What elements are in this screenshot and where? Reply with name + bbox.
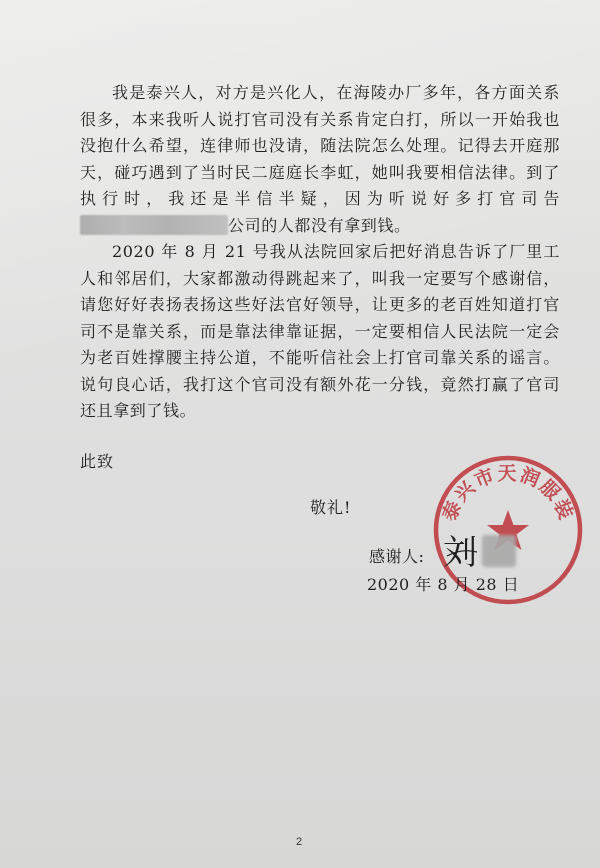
seal-text: 泰兴市天润服装 [438, 462, 578, 525]
paragraph-1 [80, 80, 560, 239]
signer-label: 感谢人: [369, 547, 425, 566]
letter-body [80, 80, 560, 425]
paragraph-2: 2020 年 8 月 21 号我从法院回家后把好消息告诉了厂里工人和邻居们，大家都激动得跳起来了，叫我一定要写个感谢信，请您好好表扬表扬这些好法官好领导，让更多的老百姓知道打官司不是靠关系，而是靠法律靠证据，一定要相信人民法院一定会为老百姓撑腰主持公道，不能听信社会上打官司靠关系的谣言。说句良心话，我打这个官司没有额外花一分钱，竟然打赢了官司还且拿到了钱。 [80, 242, 560, 420]
regards: 敬礼! [310, 498, 352, 517]
letter-date: 2020 年 8 月 28 日 [367, 575, 520, 594]
paragraph-1-text-a: 我是泰兴人，对方是兴化人，在海陵办厂多年，各方面关系很多，本来我听人说打官司没有关系肯定白打，所以一开始我也没抱什么希望，连律师也没请，随法院怎么处理。记得去开庭那天，碰巧遇到了当时民二庭庭长李虹，她叫我要相信法律。到了执行时，我还是半信半疑，因为听说好多打官司告 [80, 83, 560, 208]
page-number: 2 [296, 836, 303, 848]
redacted-company-name [80, 215, 228, 235]
svg-text:刘: 刘 [443, 533, 477, 573]
paragraph-1-text-b: 公司的人都没有拿到钱。 [228, 215, 411, 235]
salutation: 此致 [80, 452, 115, 471]
redacted-signature [482, 535, 516, 567]
